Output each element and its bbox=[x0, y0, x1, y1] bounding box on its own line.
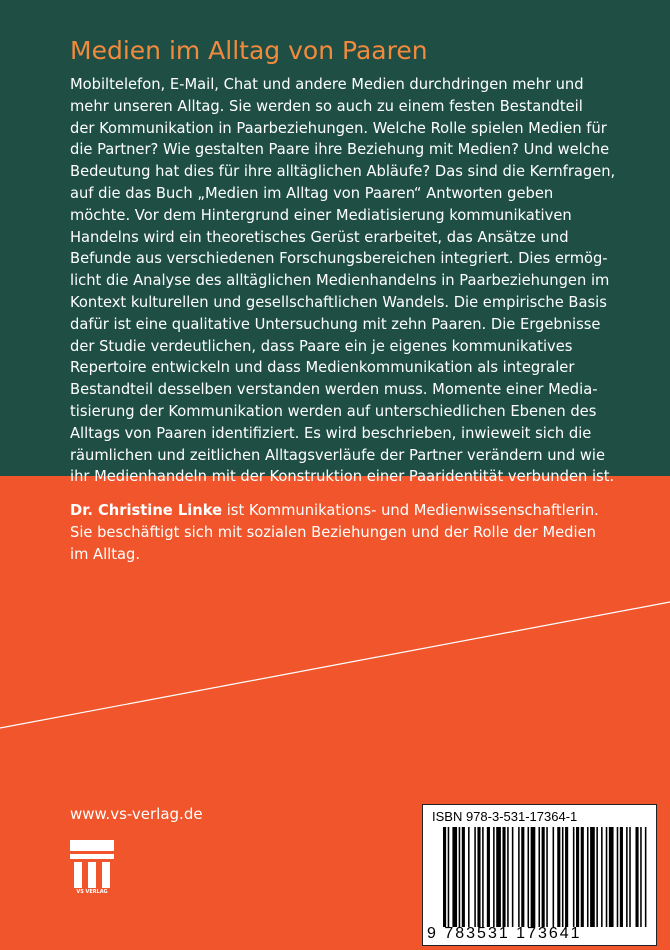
book-title: Medien im Alltag von Paaren bbox=[70, 36, 428, 65]
author-line-2: Sie beschäftigt sich mit sozialen Beziehungen und der Rolle der Medien bbox=[70, 523, 596, 541]
blurb-line: Bedeutung hat dies für ihre alltäglichen Abläufe? Das sind die Kernfragen, bbox=[70, 163, 616, 181]
blurb-line: Bestandteil desselben verstanden werden muss. Momente einer Media- bbox=[70, 381, 598, 399]
blurb-line: Kontext kulturellen und gesellschaftlichen Wandels. Die empirische Basis bbox=[70, 293, 607, 311]
author-line-1 bbox=[70, 500, 640, 522]
blurb-line: dafür ist eine qualitative Untersuchung mit zehn Paaren. Die Ergebnisse bbox=[70, 315, 601, 333]
blurb-line: tisierung der Kommunikation werden auf unterschiedlichen Ebenen des bbox=[70, 402, 597, 420]
blurb-line: licht die Analyse des alltäglichen Medienhandelns in Paarbeziehungen im bbox=[70, 272, 610, 290]
book-blurb bbox=[70, 74, 630, 488]
blurb-line: Befunde aus verschiedenen Forschungsbereichen integriert. Dies ermög- bbox=[70, 250, 608, 268]
author-bio bbox=[70, 500, 640, 565]
diagonal-line bbox=[0, 600, 670, 740]
blurb-line: ihr Medienhandeln mit der Konstruktion einer Paaridentität verbunden ist. bbox=[70, 468, 615, 486]
author-line-3: im Alltag. bbox=[70, 545, 141, 563]
barcode-icon bbox=[443, 827, 648, 927]
blurb-line: Alltags von Paaren identifiziert. Es wird beschrieben, inwieweit sich die bbox=[70, 424, 592, 442]
author-line-1-rest: ist Kommunikations- und Medienwissenschaftlerin. bbox=[222, 502, 599, 519]
blurb-line: der Studie verdeutlichen, dass Paare ein je eigenes kommunikatives bbox=[70, 337, 573, 355]
vs-verlag-logo-icon bbox=[70, 840, 114, 888]
blurb-line: mehr unseren Alltag. Sie werden so auch zu einem festen Bestandteil bbox=[70, 97, 583, 115]
blurb-line: die Partner? Wie gestalten Paare ihre Beziehung mit Medien? Und welche bbox=[70, 141, 610, 159]
author-name: Dr. Christine Linke bbox=[70, 502, 223, 519]
blurb-line: der Kommunikation in Paarbeziehungen. Welche Rolle spielen Medien für bbox=[70, 119, 607, 137]
logo-label: VS VERLAG bbox=[76, 889, 108, 895]
barcode-box bbox=[422, 804, 657, 946]
barcode-digits: 9 783531 173641 bbox=[427, 925, 582, 942]
blurb-line: Handelns wird ein theoretisches Gerüst erarbeitet, das Ansätze und bbox=[70, 228, 569, 246]
blurb-line: möchte. Vor dem Hintergrund einer Mediatisierung kommunikativen bbox=[70, 206, 572, 224]
blurb-line: räumlichen und zeitlichen Alltagsverläufe der Partner verändern und wie bbox=[70, 446, 605, 464]
isbn-text: ISBN 978-3-531-17364-1 bbox=[432, 809, 578, 824]
publisher-website[interactable]: www.vs-verlag.de bbox=[70, 805, 203, 823]
blurb-line: Mobiltelefon, E-Mail, Chat und andere Medien durchdringen mehr und bbox=[70, 76, 584, 93]
blurb-line: Repertoire entwickeln und dass Medienkommunikation als integraler bbox=[70, 359, 575, 377]
blurb-line: auf die das Buch „Medien im Alltag von Paaren“ Antworten geben bbox=[70, 184, 554, 202]
